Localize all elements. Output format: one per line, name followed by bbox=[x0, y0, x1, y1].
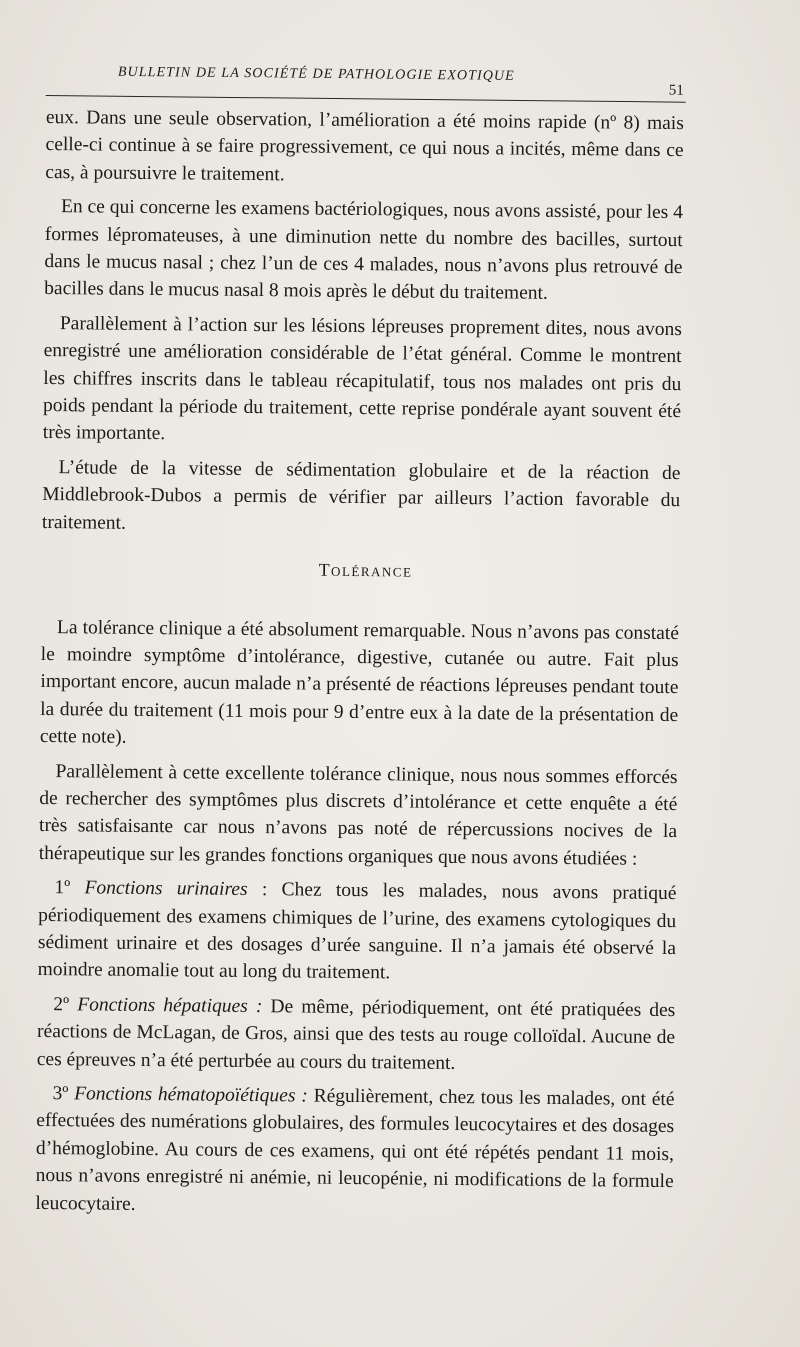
paragraph bbox=[38, 874, 677, 990]
item-number: 1º bbox=[54, 877, 71, 899]
paragraph: Parallèlement à cette excellente tolérance clinique, nous nous sommes efforcés de rechercher des symptômes plus discrets d’intolérance et cette enquête a été très satisfaisante car nous n’avons pas noté de répercussions nocives de la thérapeutique sur les grandes fonctions organiques que nous avons étudiées : bbox=[38, 760, 678, 870]
item-number: 3º bbox=[52, 1083, 69, 1105]
page-header bbox=[46, 64, 686, 107]
header-rule bbox=[46, 95, 686, 103]
item-title: Fonctions hépatiques : bbox=[77, 994, 263, 1017]
paragraph bbox=[35, 1080, 674, 1223]
page-number: 51 bbox=[668, 82, 684, 99]
item-title: Fonctions urinaires bbox=[84, 877, 248, 901]
item-number: 2º bbox=[53, 993, 70, 1016]
body-text bbox=[35, 104, 684, 1230]
paragraph: eux. Dans une seule observation, l’amélioration a été moins rapide (nº 8) mais celle-ci continue à se faire progressivement, ce qui nous a incités, même dans ce cas, à poursuivre le traitement. bbox=[45, 106, 684, 186]
item-text: : Chez tous les malades, nous avons pratiqué périodiquement des examens chimiques de l’urine, des examens cytologiques du sédiment urinaire et des dosages d’urée sanguine. Il n’a jamais été observé la moindre anomalie tout au long du traitement. bbox=[37, 879, 677, 984]
paragraph: En ce qui concerne les examens bactériologiques, nous avons assisté, pour les 4 formes lépromateuses, à une diminution nette du nombre des bacilles, surtout dans le mucus nasal ; chez l’un de ces 4 malades, nous n’avons plus retrouvé de bacilles dans le mucus nasal 8 mois après le début du traitement. bbox=[44, 196, 684, 305]
section-title: Tolérance bbox=[318, 559, 413, 581]
running-title: BULLETIN DE LA SOCIÉTÉ DE PATHOLOGIE EXOTIQUE bbox=[117, 64, 515, 84]
paragraph: Parallèlement à l’action sur les lésions lépreuses proprement dites, nous avons enregistré une amélioration considérable de l’état général. Comme le montrent les chiffres inscrits dans le tableau récapitulatif, tous nos malades ont pris du poids pendant la période du traitement, cette reprise pondérale ayant souvent été très importante. bbox=[42, 312, 682, 445]
paragraph: L’étude de la vitesse de sédimentation globulaire et de la réaction de Middlebrook-Dubos a permis de vérifier par ailleurs l’action favorable du traitement. bbox=[41, 457, 681, 534]
paragraph bbox=[37, 991, 676, 1079]
item-text: Régulièrement, chez tous les malades, ont été effectuées des numérations globulaires, des formules leucocytaires et des dosages d’hémoglobine. Au cours de ces examens, qui ont été répétés pendant 11 mois, nous n’avons enregistré ni anémie, ni leucopénie, ni modifications de la formule leucocytaire. bbox=[35, 1085, 675, 1215]
paragraph: La tolérance clinique a été absolument remarquable. Nous n’avons pas constaté le moindre symptôme d’intolérance, digestive, cutanée ou autre. Fait plus important encore, aucun malade n’a présenté de réactions lépreuses pendant toute la durée du traitement (11 mois pour 9 d’entre eux à la date de la présentation de cette note). bbox=[39, 616, 680, 748]
item-title: Fonctions hématopoïétiques : bbox=[74, 1083, 308, 1107]
item-text: De même, périodiquement, ont été pratiquées des réactions de McLagan, de Gros, ainsi que des tests au rouge colloïdal. Aucune de ces épreuves n’a été perturbée au cours du traitement. bbox=[36, 995, 676, 1074]
